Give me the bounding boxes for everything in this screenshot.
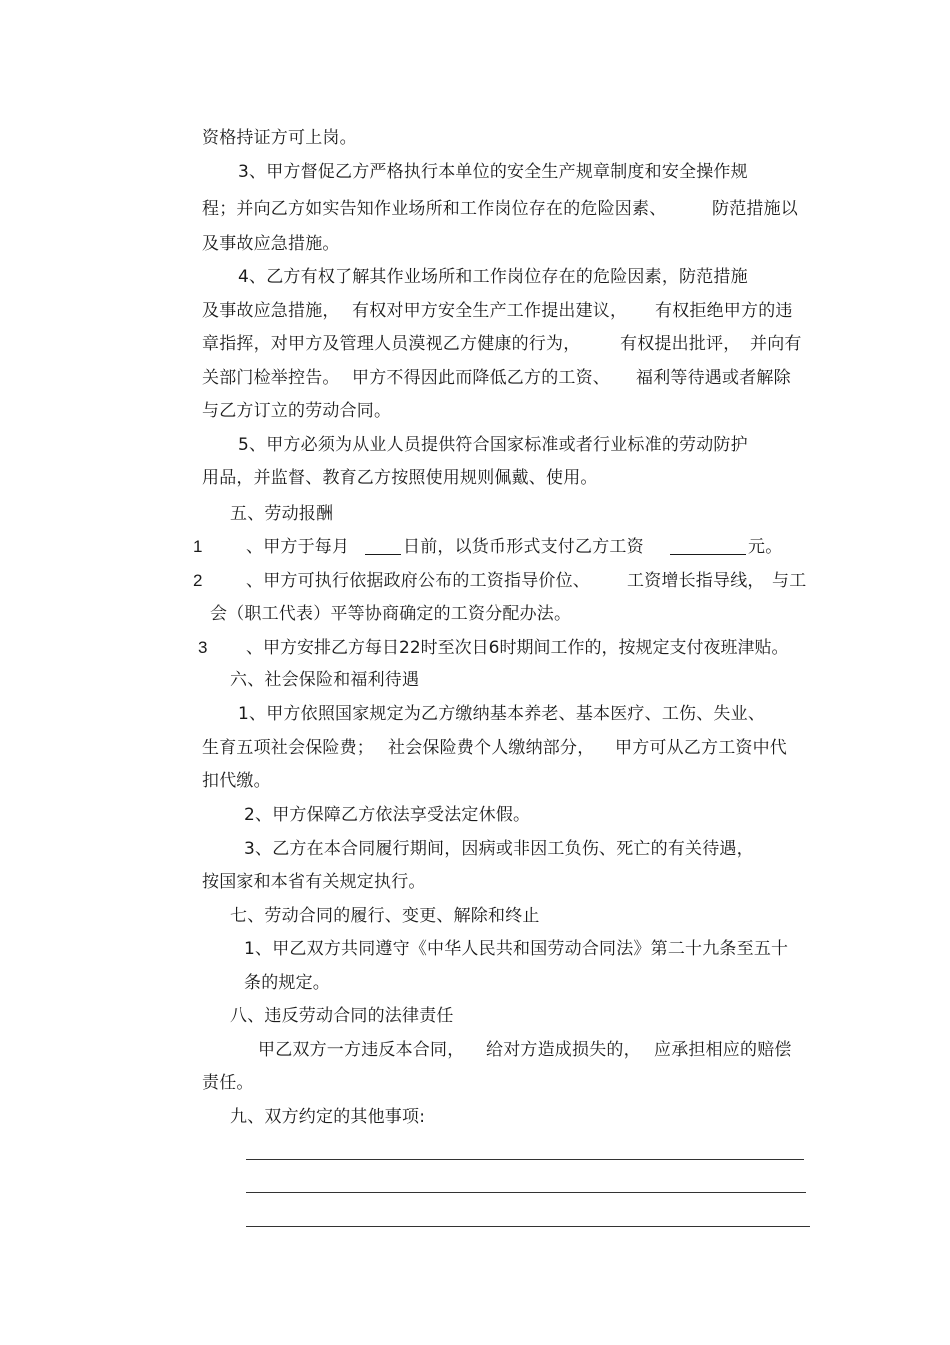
text-line: 有权拒绝甲方的违 xyxy=(655,301,793,321)
text-line: 按国家和本省有关规定执行。 xyxy=(202,872,426,892)
clause-4-4: 4、乙方有权了解其作业场所和工作岗位存在的危险因素，防范措施 xyxy=(238,267,748,287)
text-line: 有权对甲方安全生产工作提出建议， xyxy=(352,301,628,321)
clause-6-1: 1、甲方依照国家规定为乙方缴纳基本养老、基本医疗、工伤、失业、 xyxy=(238,704,766,724)
text-line: 、甲方可执行依据政府公布的工资指导价位、 xyxy=(246,571,590,591)
wage-blank xyxy=(670,536,746,555)
clause-5-1-number: 1 xyxy=(193,537,203,556)
text-line: 、甲方于每月 xyxy=(246,537,350,557)
text-line: 工资增长指导线， xyxy=(627,571,765,591)
text-line: 与工 xyxy=(772,571,807,591)
text-line: 并向有 xyxy=(750,334,802,354)
blank-line xyxy=(246,1192,806,1193)
section-7-heading: 七、劳动合同的履行、变更、解除和终止 xyxy=(230,906,540,926)
text-line: 、甲方安排乙方每日22时至次日6时期间工作的，按规定支付夜班津贴。 xyxy=(246,638,789,658)
clause-5-3-number: 3 xyxy=(198,638,208,657)
section-8-heading: 八、违反劳动合同的法律责任 xyxy=(230,1006,454,1026)
blank-line xyxy=(246,1226,810,1227)
text-line: 资格持证方可上岗。 xyxy=(202,128,357,148)
text-line: 给对方造成损失的， xyxy=(486,1040,641,1060)
clause-5-2-number: 2 xyxy=(193,571,203,590)
text-line: 日前，以货币形式支付乙方工资 xyxy=(403,537,644,557)
blank-line xyxy=(246,1159,804,1160)
day-blank xyxy=(365,536,401,555)
section-6-heading: 六、社会保险和福利待遇 xyxy=(230,670,420,690)
clause-8-text: 甲乙双方一方违反本合同， xyxy=(258,1040,465,1060)
text-line: 程；并向乙方如实告知作业场所和工作岗位存在的危险因素、 xyxy=(202,199,667,219)
text-line: 与乙方订立的劳动合同。 xyxy=(202,401,392,421)
clause-7-1: 1、甲乙双方共同遵守《中华人民共和国劳动合同法》第二十九条至五十 xyxy=(244,939,789,959)
text-line: 关部门检举控告。 xyxy=(202,368,340,388)
clause-6-2: 2、甲方保障乙方依法享受法定休假。 xyxy=(244,805,531,825)
text-line: 社会保险费个人缴纳部分， xyxy=(388,738,595,758)
text-line: 有权提出批评， xyxy=(620,334,741,354)
text-line: 及事故应急措施， xyxy=(202,301,340,321)
text-line: 元。 xyxy=(748,537,783,557)
text-line: 章指挥，对甲方及管理人员漠视乙方健康的行为， xyxy=(202,334,581,354)
section-9-heading: 九、双方约定的其他事项: xyxy=(230,1107,426,1127)
text-line: 扣代缴。 xyxy=(202,771,271,791)
text-line: 防范措施以 xyxy=(712,199,798,219)
text-line: 福利等待遇或者解除 xyxy=(636,368,791,388)
clause-6-3: 3、乙方在本合同履行期间，因病或非因工负伤、死亡的有关待遇， xyxy=(244,839,754,859)
text-line: 用品，并监督、教育乙方按照使用规则佩戴、使用。 xyxy=(202,468,598,488)
section-5-heading: 五、劳动报酬 xyxy=(230,504,334,524)
text-line: 会（职工代表）平等协商确定的工资分配办法。 xyxy=(210,604,572,624)
text-line: 甲方不得因此而降低乙方的工资、 xyxy=(352,368,610,388)
text-line: 应承担相应的赔偿 xyxy=(654,1040,792,1060)
text-line: 甲方可从乙方工资中代 xyxy=(615,738,787,758)
clause-4-5: 5、甲方必须为从业人员提供符合国家标准或者行业标准的劳动防护 xyxy=(238,435,748,455)
text-line: 条的规定。 xyxy=(244,973,330,993)
clause-4-3: 3、甲方督促乙方严格执行本单位的安全生产规章制度和安全操作规 xyxy=(238,162,748,182)
text-line: 生育五项社会保险费； xyxy=(202,738,374,758)
text-line: 及事故应急措施。 xyxy=(202,234,340,254)
text-line: 责任。 xyxy=(202,1073,254,1093)
